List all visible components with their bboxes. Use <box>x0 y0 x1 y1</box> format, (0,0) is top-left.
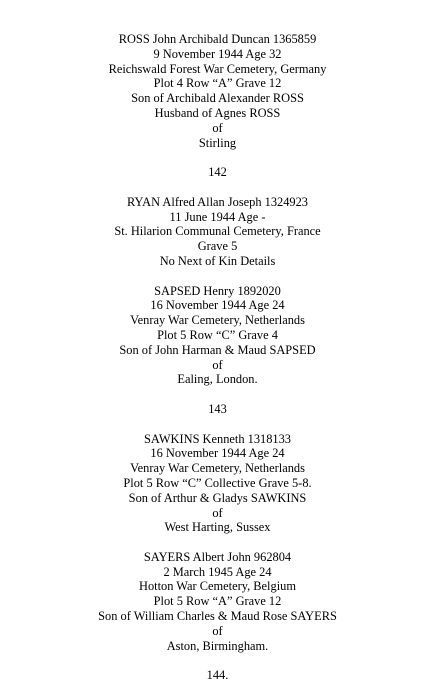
record-place-line: West Harting, Sussex <box>164 520 271 535</box>
record-cemetery-line: Venray War Cemetery, Netherlands <box>130 313 305 328</box>
record-place-line: Ealing, London. <box>177 372 258 387</box>
record-date-line: 16 November 1944 Age 24 <box>150 298 285 313</box>
record-name-line: SAWKINS Kenneth 1318133 <box>144 431 291 446</box>
spacer <box>0 180 435 195</box>
record-cemetery-line: Venray War Cemetery, Netherlands <box>130 461 305 476</box>
record-parents-line: Son of Arthur & Gladys SAWKINS <box>128 490 307 505</box>
record-sayers <box>0 550 435 654</box>
record-parents-line: Son of John Harman & Maud SAPSED <box>119 342 316 357</box>
record-plot-line: Plot 4 Row “A” Grave 12 <box>153 76 282 91</box>
record-kin-line: No Next of Kin Details <box>159 253 276 268</box>
page-number: 144. <box>206 668 229 683</box>
record-name-line: SAPSED Henry 1892020 <box>154 283 281 298</box>
spacer <box>0 387 435 402</box>
record-parents-line: Son of Archibald Alexander ROSS <box>131 91 304 106</box>
record-date-line: 11 June 1944 Age - <box>169 209 266 224</box>
record-of-line: of <box>212 357 223 372</box>
record-spouse-line: Husband of Agnes ROSS <box>154 105 281 120</box>
record-plot-line: Plot 5 Row “C” Collective Grave 5-8. <box>123 475 312 490</box>
record-date-line: 2 March 1945 Age 24 <box>163 564 272 579</box>
record-place-line: Aston, Birmingham. <box>166 638 269 653</box>
record-sapsed <box>0 284 435 388</box>
record-date-line: 16 November 1944 Age 24 <box>150 446 285 461</box>
record-name-line: SAYERS Albert John 962804 <box>143 549 292 564</box>
record-plot-line: Plot 5 Row “A” Grave 12 <box>153 594 282 609</box>
record-name-line: RYAN Alfred Allan Joseph 1324923 <box>126 194 309 209</box>
document-page <box>0 32 435 683</box>
record-ross <box>0 32 435 150</box>
record-ryan <box>0 195 435 269</box>
page-number: 142 <box>208 165 227 180</box>
spacer <box>0 535 435 550</box>
record-plot-line: Plot 5 Row “C” Grave 4 <box>157 327 278 342</box>
page-number: 143 <box>208 401 227 416</box>
page-number-142 <box>0 165 435 180</box>
record-place-line: Stirling <box>198 135 237 150</box>
record-date-line: 9 November 1944 Age 32 <box>153 46 282 61</box>
record-cemetery-line: Reichswald Forest War Cemetery, Germany <box>108 61 327 76</box>
record-cemetery-line: Hotton War Cemetery, Belgium <box>139 579 296 594</box>
record-sawkins <box>0 432 435 536</box>
record-plot-line: Grave 5 <box>197 239 238 254</box>
record-of-line: of <box>212 623 223 638</box>
record-parents-line: Son of William Charles & Maud Rose SAYERS <box>98 609 337 624</box>
record-of-line: of <box>212 120 223 135</box>
spacer <box>0 653 435 668</box>
spacer <box>0 150 435 165</box>
record-cemetery-line: St. Hilarion Communal Cemetery, France <box>114 224 321 239</box>
page-number-144 <box>0 668 435 683</box>
record-of-line: of <box>212 505 223 520</box>
spacer <box>0 417 435 432</box>
record-name-line: ROSS John Archibald Duncan 1365859 <box>118 32 317 46</box>
spacer <box>0 269 435 284</box>
page-number-143 <box>0 402 435 417</box>
